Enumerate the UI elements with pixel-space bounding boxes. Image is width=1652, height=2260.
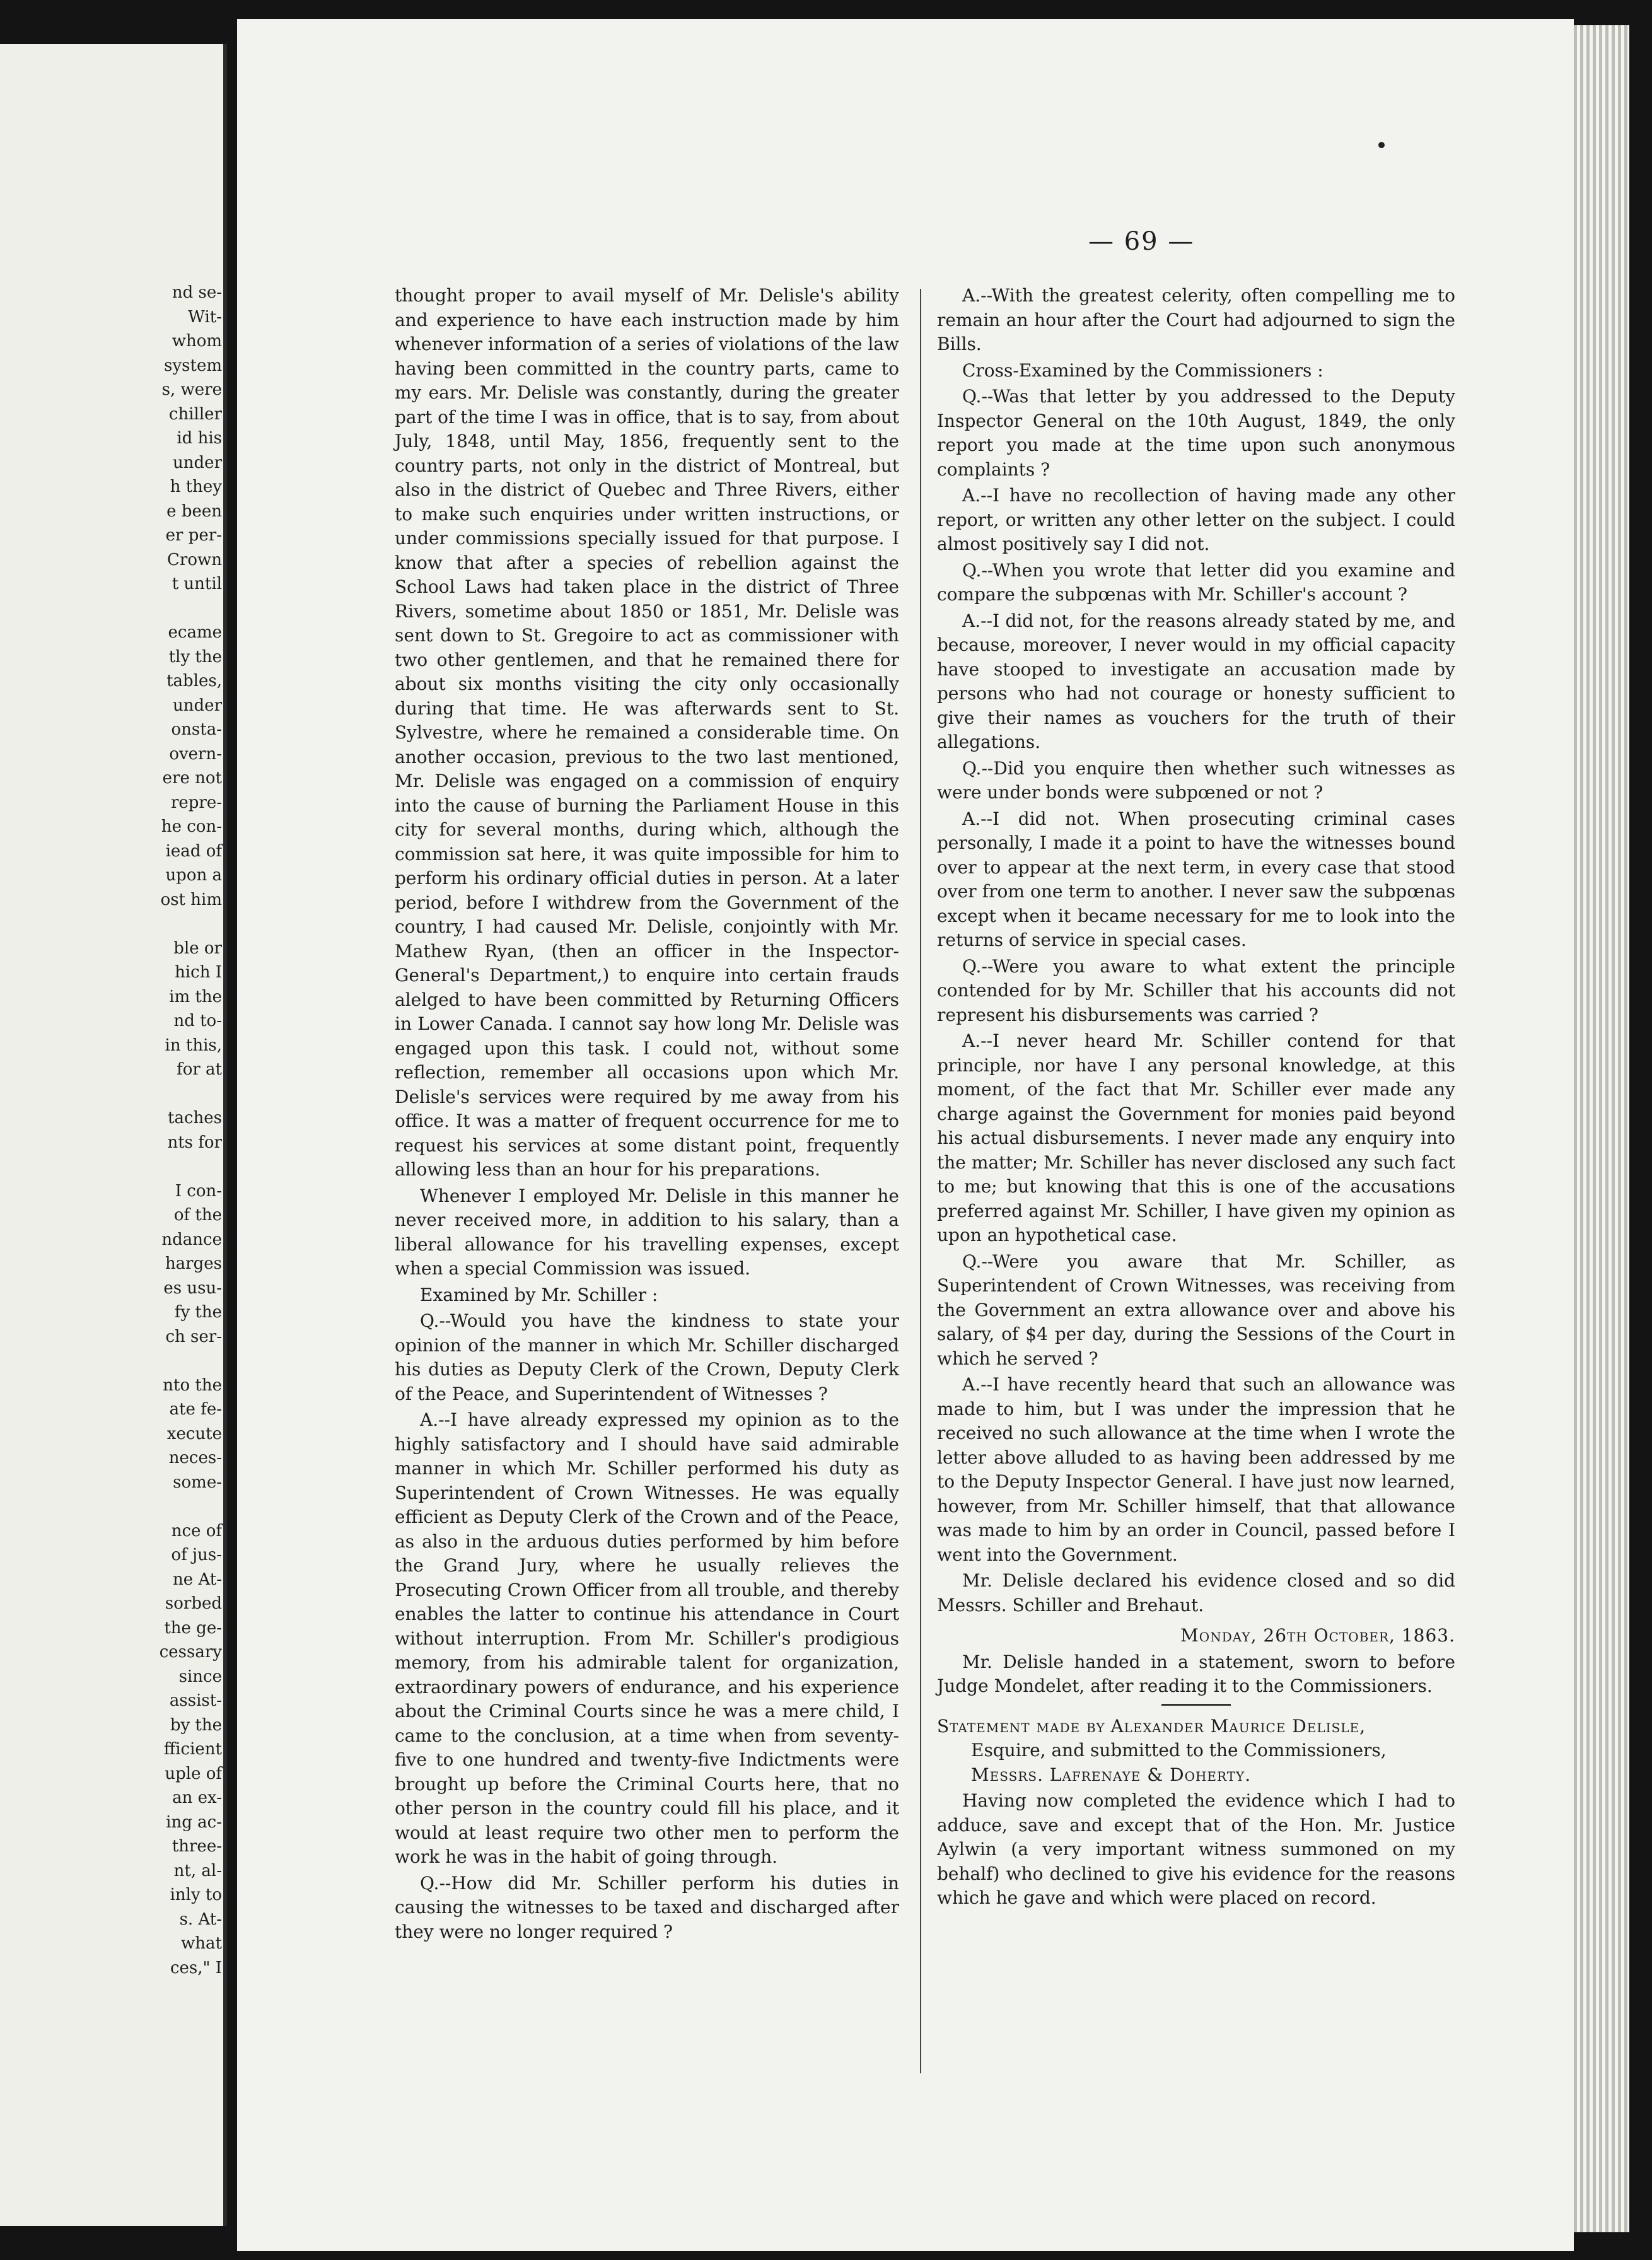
right-text-column [937, 284, 1455, 1913]
edge-line: harges [165, 1254, 222, 1273]
statement-lead: Statement made by [937, 1715, 1105, 1737]
edge-line: h they [170, 477, 222, 496]
paragraph: A.--With the greatest celerity, often compelling me to remain an hour after the Court had adjourned to sign the Bills. [937, 285, 1455, 354]
edge-line: s. At- [179, 1909, 222, 1929]
edge-line [121, 1082, 222, 1107]
statement-line-2: Esquire, and submitted to the Commissioners, [971, 1740, 1387, 1761]
edge-line: id his [177, 429, 222, 448]
edge-line: xecute [166, 1424, 222, 1443]
edge-line: ne At- [173, 1570, 222, 1589]
paragraph: A.--I have no recollection of having made any other report, or written any other letter on the subject. I could almost positively say I did not. [937, 485, 1455, 554]
edge-line: ndance [161, 1230, 222, 1249]
edge-line: by the [170, 1715, 222, 1735]
paragraph: A.--I did not, for the reasons already stated by me, and because, moreover, I never would in my official capacity have stooped to investigate an accusation made by persons who had not courage or honesty sufficient to give their names as vouchers for the truth of their allegations. [937, 610, 1455, 752]
edge-line: ere not [162, 769, 222, 788]
paragraph: Q.--Did you enquire then whether such witnesses as were under bonds were subpœned or not ? [937, 757, 1455, 803]
edge-line: ch ser- [165, 1327, 222, 1346]
edge-line: taches [168, 1109, 222, 1127]
edge-line: under [173, 696, 222, 715]
edge-line: ost him [160, 890, 222, 909]
edge-line: system [164, 356, 222, 375]
statement-heading [937, 1715, 1455, 1788]
facing-page-fragment [0, 44, 227, 2226]
paragraph: Cross-Examined by the Commissioners : [962, 359, 1323, 381]
statement-name: Alexander Maurice Delisle, [1110, 1715, 1366, 1737]
edge-line: s, were [161, 380, 222, 399]
facing-page-edge-text [121, 281, 222, 1980]
paragraph: Mr. Delisle declared his evidence closed and so did Messrs. Schiller and Brehaut. [937, 1570, 1455, 1616]
paragraph: Examined by Mr. Schiller : [420, 1284, 658, 1305]
page-number: — 69 — [1088, 227, 1195, 256]
edge-line: of the [173, 1206, 222, 1225]
paragraph: Q.--Would you have the kindness to state your opinion of the manner in which Mr. Schiller discharged his duties as Deputy Clerk of the Crown, Deputy Clerk of the Peace, and Superintendent of Witnesses ? [395, 1310, 899, 1404]
edge-line: inly to [170, 1885, 222, 1904]
edge-line: t until [172, 574, 222, 593]
edge-line: tly the [168, 647, 222, 667]
edge-line: neces- [168, 1448, 222, 1467]
edge-line: ces," I [170, 1958, 222, 1977]
edge-line: repre- [170, 793, 222, 812]
edge-line: for at [177, 1060, 222, 1079]
paragraph: A.--I never heard Mr. Schiller contend for that principle, nor have I any personal knowledge, at this moment, of the fact that Mr. Schiller ever made any charge against the Government for monies paid beyond his actual disbursements. I never made any enquiry into the matter; Mr. Schiller has never disclosed any such fact to me; but knowing that this is one of the accusations preferred against Mr. Schiller, I have given my opinion as upon an hypothetical case. [937, 1030, 1455, 1245]
edge-line [121, 1155, 222, 1179]
edge-line: fficient [163, 1740, 222, 1759]
paragraph: Q.--Were you aware that Mr. Schiller, as Superintendent of Crown Witnesses, was receiving from the Government an extra allowance over and above his salary, of $4 per day, during the Sessions of the Court in which he served ? [937, 1250, 1455, 1369]
edge-line: an ex- [172, 1788, 222, 1807]
statement-line-3: Messrs. Lafrenaye & Doherty. [971, 1764, 1252, 1785]
edge-line: under [173, 453, 222, 472]
edge-line: chiller [168, 404, 222, 424]
ink-speck [1378, 142, 1385, 148]
edge-line: nd to- [173, 1011, 222, 1030]
paragraph: thought proper to avail myself of Mr. Delisle's ability and experience to have each instruction made by him whenever information of a series of violations of the law having been committed in the country parts, came to my ears. Mr. Delisle was constantly, during the greater part of the time I was in office, that is to say, from about July, 1848, until May, 1856, frequently sent to the country parts, not only in the district of Montreal, but also in the district of Quebec and Three Rivers, either to make such enquiries under written instructions, or under commissions specially issued for that purpose. I know that after a species of rebellion against the School Laws had taken place in the district of Three Rivers, sometime about 1850 or 1851, Mr. Delisle was sent down to St. Gregoire to act as commissioner with two other gentlemen, and that he remained there for about six months visiting the city only occasionally during that time. He was afterwards sent to St. Sylvestre, where he remained a considerable time. On another occasion, previous to the two last mentioned, Mr. Delisle was engaged on a commission of enquiry into the cause of burning the Parliament House in this city for several months, during which, although the commission sat here, it was quite impossible for him to perform his ordinary official duties in person. At a later period, before I withdrew from the Government of the country, I had caused Mr. Delisle, conjointly with Mr. Mathew Ryan, (then an officer in the Inspector-General's Department,) to enquire into certain frauds alelged to have been committed by Returning Officers in Lower Canada. I cannot say how long Mr. Delisle was engaged upon this task. I could not, without some reflection, remember all occasions upon which Mr. Delisle's services were required by me away from his office. It was a matter of frequent occurrence for me to request his services at some distant point, frequently allowing less than an hour for his preparations. [395, 285, 899, 1180]
paragraph: Q.--How did Mr. Schiller perform his duties in causing the witnesses to be taxed and discharged after they were no longer required ? [395, 1872, 899, 1942]
edge-line: e been [166, 501, 222, 521]
edge-line: the ge- [164, 1618, 222, 1638]
document-page [237, 19, 1574, 2251]
edge-line: ing ac- [166, 1812, 222, 1832]
edge-line: nt, al- [173, 1861, 222, 1880]
date-line: Monday, 26th October, 1863. [1180, 1625, 1455, 1646]
paragraph: Whenever I employed Mr. Delisle in this manner he never received more, in addition to his salary, than a liberal allowance for his travelling expenses, except when a special Commission was issued. [395, 1185, 899, 1279]
edge-line: uple of [165, 1764, 222, 1783]
paragraph: A.--I did not. When prosecuting criminal cases personally, I made it a point to have the witnesses bound over to appear at the next term, in every case that stood over from one term to another. I never saw the subpœnas except when it became necessary for me to look into the returns of service in special cases. [937, 808, 1455, 950]
left-text-column [395, 284, 899, 1946]
edge-line: es usu- [163, 1278, 222, 1298]
edge-line: upon a [165, 866, 222, 885]
edge-line: cessary [159, 1643, 222, 1662]
edge-line: ble or [173, 938, 222, 958]
edge-line: fy the [174, 1303, 222, 1322]
edge-line: he con- [161, 817, 222, 836]
edge-line: onsta- [171, 720, 222, 739]
paragraph: Q.--Were you aware to what extent the principle contended for by Mr. Schiller that his accounts did not represent his disbursements was carried ? [937, 955, 1455, 1025]
gutter-line [223, 44, 227, 2226]
edge-line: in this, [165, 1035, 222, 1055]
edge-line: im the [169, 987, 222, 1006]
edge-line [121, 1494, 222, 1519]
edge-line: whom [172, 332, 222, 351]
edge-line: assist- [169, 1691, 222, 1710]
column-divider [920, 289, 921, 2073]
edge-line: what [181, 1934, 222, 1953]
edge-line: I con- [175, 1181, 222, 1201]
edge-line: sorbed [165, 1594, 222, 1613]
paragraph: A.--I have recently heard that such an allowance was made to him, but I was under the impression that he received no such allowance at the time when I wrote the letter above alluded to as having been addressed by me to the Deputy Inspector General. I have just now learned, however, from Mr. Schiller himself, that that allowance was made to him by an order in Council, passed before I went into the Government. [937, 1374, 1455, 1565]
right-column-paragraphs [937, 284, 1455, 1617]
edge-line: Crown [167, 550, 222, 569]
edge-line: nce of [171, 1521, 222, 1541]
edge-line: er per- [165, 526, 222, 545]
paragraph: A.--I have already expressed my opinion as to the highly satisfactory and I should have said admirable manner in which Mr. Schiller performed his duty as Superintendent of Crown Witnesses. He was equally efficient as Deputy Clerk of the Crown and of the Peace, as also in the arduous duties performed by him before the Grand Jury, where he usually relieves the Prosecuting Crown Officer from all trouble, and thereby enables the latter to continue his attendance in Court without interruption. From Mr. Schiller's prodigious memory, from his admirable talent for organization, extraordinary powers of endurance, and his experience about the Criminal Courts since he was a mere child, I came to the conclusion, at a time when from seventy-five to one hundred and twenty-five Indictments were brought up before the Criminal Courts here, that no other person in the country could fill his place, and it would at least require two other men to perform the work he was in the habit of going through. [395, 1409, 899, 1867]
paragraph: Q.--Was that letter by you addressed to the Deputy Inspector General on the 10th August, 1849, the only report you made at the time upon such anonymous complaints ? [937, 386, 1455, 480]
closing-paragraph: Having now completed the evidence which I had to adduce, save and except that of the Hon. Mr. Justice Aylwin (a very important witness summoned on my behalf) who declined to give his evidence for the reasons which he gave and which were placed on record. [937, 1790, 1455, 1908]
edge-line: ate fe- [169, 1400, 222, 1419]
edge-line: of jus- [171, 1546, 222, 1564]
section-rule [1161, 1704, 1231, 1706]
edge-line: three- [172, 1837, 222, 1856]
edge-line: some- [173, 1472, 222, 1492]
edge-line: hich I [175, 963, 222, 982]
edge-line: Wit- [188, 307, 222, 327]
edge-line: overn- [169, 744, 222, 764]
edge-line: nts for [167, 1133, 222, 1152]
edge-line: nd se- [172, 283, 222, 302]
edge-line: iead of [165, 841, 222, 861]
edge-line: ecame [168, 623, 222, 642]
edge-line: tables, [166, 672, 222, 690]
paragraph: Q.--When you wrote that letter did you examine and compare the subpœnas with Mr. Schiller's account ? [937, 559, 1455, 605]
edge-line: nto the [163, 1375, 222, 1395]
edge-line [121, 912, 222, 936]
page-stack-edges [1574, 25, 1629, 2232]
handed-in-paragraph: Mr. Delisle handed in a statement, sworn to before Judge Mondelet, after reading it to the Commissioners. [937, 1651, 1455, 1696]
edge-line [121, 597, 222, 621]
edge-line [121, 1349, 222, 1373]
edge-line: since [178, 1667, 222, 1686]
